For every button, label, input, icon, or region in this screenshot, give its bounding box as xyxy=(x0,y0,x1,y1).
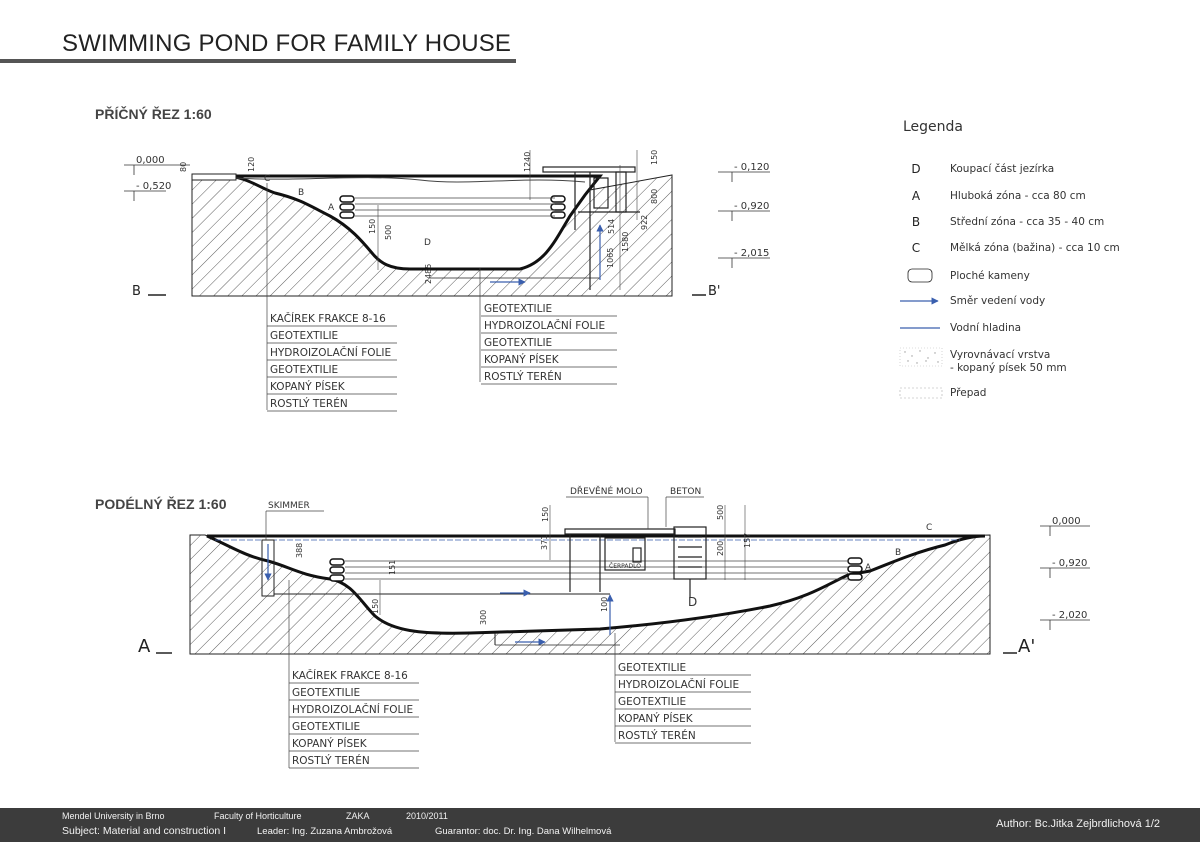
legend-item-water xyxy=(896,321,1186,341)
cross-section-title: PŘÍČNÝ ŘEZ 1:60 xyxy=(95,106,212,122)
svg-text:C: C xyxy=(264,174,271,184)
legend-text-overflow: Přepad xyxy=(950,387,987,399)
long-layers-left-item: KAČÍREK FRAKCE 8-16 xyxy=(292,670,408,682)
legend-text-b: Střední zóna - cca 35 - 40 cm xyxy=(950,216,1105,228)
legend-item-a xyxy=(896,189,1186,209)
long-level-1: - 0,920 xyxy=(1052,558,1088,569)
svg-text:1240: 1240 xyxy=(523,151,532,172)
cross-layers-left-item: KOPANÝ PÍSEK xyxy=(270,381,345,393)
long-layers-right-item: HYDROIZOLAČNÍ FOLIE xyxy=(618,679,740,691)
long-layers-left-item: GEOTEXTILIE xyxy=(292,721,361,733)
long-label-pump: ČERPADLO xyxy=(609,563,641,570)
cross-layers-left-item: KAČÍREK FRAKCE 8-16 xyxy=(270,313,386,325)
legend-symbol-c: C xyxy=(911,241,921,255)
cross-layers-right-item: HYDROIZOLAČNÍ FOLIE xyxy=(484,320,606,332)
cross-layers-left-item: GEOTEXTILIE xyxy=(270,364,339,376)
svg-text:1065: 1065 xyxy=(606,247,615,268)
long-level-0: 0,000 xyxy=(1052,516,1081,527)
long-section-title: PODÉLNÝ ŘEZ 1:60 xyxy=(95,496,227,512)
svg-text:C: C xyxy=(926,523,933,533)
long-layers-left-item: GEOTEXTILIE xyxy=(292,687,361,699)
svg-text:150: 150 xyxy=(371,598,380,614)
svg-text:371: 371 xyxy=(540,534,549,550)
legend-item-c xyxy=(896,241,1186,261)
legend-item-overflow xyxy=(896,386,1186,406)
footer-leader: Leader: Ing. Zuzana Ambrožová xyxy=(257,826,393,837)
cross-level-1: - 0,520 xyxy=(136,181,172,192)
long-layers-right-item: GEOTEXTILIE xyxy=(618,662,687,674)
cross-gravel-strip xyxy=(192,174,236,180)
svg-text:B: B xyxy=(298,188,305,198)
footer-author: Author: Bc.Jitka Zejbrdlichová 1/2 xyxy=(996,818,1160,830)
long-section xyxy=(138,485,1090,768)
footer-university: Mendel University in Brno xyxy=(62,811,165,821)
svg-text:500: 500 xyxy=(716,504,725,520)
cross-level-2: - 0,120 xyxy=(734,162,770,173)
svg-text:514: 514 xyxy=(607,218,616,234)
legend-item-flow xyxy=(896,294,1186,314)
svg-text:D: D xyxy=(688,595,698,609)
svg-text:1580: 1580 xyxy=(621,231,630,252)
cross-layers-right-item: GEOTEXTILIE xyxy=(484,303,553,315)
long-layers-left-item: HYDROIZOLAČNÍ FOLIE xyxy=(292,704,414,716)
long-label-beton: BETON xyxy=(670,487,702,497)
svg-text:922: 922 xyxy=(640,214,649,230)
cross-level-4: - 2,015 xyxy=(734,248,770,259)
legend-text-sand-2: - kopaný písek 50 mm xyxy=(950,362,1067,374)
footer-guarantor: Guarantor: doc. Dr. Ing. Dana Wilhelmová xyxy=(435,826,612,837)
legend-title: Legenda xyxy=(903,119,964,135)
long-layers-left-item: KOPANÝ PÍSEK xyxy=(292,738,367,750)
drawing-title: SWIMMING POND FOR FAMILY HOUSE xyxy=(62,30,512,57)
cross-level-0: 0,000 xyxy=(136,155,165,166)
long-level-2: - 2,020 xyxy=(1052,610,1088,621)
legend-text-sand-1: Vyrovnávací vrstva xyxy=(950,349,1051,361)
svg-text:B: B xyxy=(895,548,902,558)
legend-text-d: Koupací část jezírka xyxy=(950,163,1055,175)
svg-text:157: 157 xyxy=(743,532,752,548)
cross-layers-right-item: ROSTLÝ TERÉN xyxy=(484,371,562,383)
legend-item-sand xyxy=(896,348,1186,378)
title-block-footer xyxy=(0,808,1200,842)
legend-text-stones: Ploché kameny xyxy=(950,270,1030,282)
legend-symbol-d: D xyxy=(911,162,921,176)
legend-text-a: Hluboká zóna - cca 80 cm xyxy=(950,190,1086,202)
legend-text-flow: Směr vedení vody xyxy=(950,295,1046,307)
svg-text:800: 800 xyxy=(650,188,659,204)
long-label-skimmer: SKIMMER xyxy=(268,501,310,511)
svg-text:300: 300 xyxy=(479,609,488,625)
long-layers-left-item: ROSTLÝ TERÉN xyxy=(292,755,370,767)
legend-item-b xyxy=(896,215,1186,235)
legend-text-c: Mělká zóna (bažina) - cca 10 cm xyxy=(950,242,1120,254)
cross-section xyxy=(124,150,770,410)
footer-year: 2010/2011 xyxy=(406,811,448,821)
long-label-molo: DŘEVĚNÉ MOLO xyxy=(570,487,643,497)
cross-layers-right-item: KOPANÝ PÍSEK xyxy=(484,354,559,366)
long-mark-left: A xyxy=(138,636,151,657)
cross-level-3: - 0,920 xyxy=(734,201,770,212)
long-mark-right: A' xyxy=(1018,636,1036,657)
cross-layers-left-item: ROSTLÝ TERÉN xyxy=(270,398,348,410)
svg-text:80: 80 xyxy=(179,161,188,172)
footer-faculty: Faculty of Horticulture xyxy=(214,811,302,821)
svg-text:120: 120 xyxy=(247,156,256,172)
svg-text:A: A xyxy=(328,203,335,213)
svg-text:200: 200 xyxy=(716,540,725,556)
legend-item-stones xyxy=(896,269,1186,289)
cross-mark-left: B xyxy=(132,284,141,299)
svg-text:150: 150 xyxy=(541,506,550,522)
cross-layers-left-item: GEOTEXTILIE xyxy=(270,330,339,342)
footer-subject: Subject: Material and construction I xyxy=(62,825,227,837)
cross-layers-left-item: HYDROIZOLAČNÍ FOLIE xyxy=(270,347,392,359)
svg-text:500: 500 xyxy=(384,224,393,240)
svg-text:2485: 2485 xyxy=(424,263,433,284)
long-layers-right-item: KOPANÝ PÍSEK xyxy=(618,713,693,725)
cross-mark-right: B' xyxy=(708,284,721,299)
legend-text-water: Vodní hladina xyxy=(950,322,1022,334)
svg-text:A: A xyxy=(865,563,872,573)
long-layers-right-item: ROSTLÝ TERÉN xyxy=(618,730,696,742)
legend-symbol-b: B xyxy=(911,215,921,229)
svg-text:150: 150 xyxy=(650,149,659,165)
legend-item-d xyxy=(896,162,1186,182)
legend-symbol-a: A xyxy=(911,189,921,203)
svg-text:100: 100 xyxy=(600,596,609,612)
cross-layers-right-item: GEOTEXTILIE xyxy=(484,337,553,349)
svg-text:388: 388 xyxy=(295,542,304,558)
long-layers-right-item: GEOTEXTILIE xyxy=(618,696,687,708)
svg-text:151: 151 xyxy=(388,559,397,575)
svg-text:150: 150 xyxy=(368,218,377,234)
footer-dept: ZAKA xyxy=(346,811,370,821)
svg-text:D: D xyxy=(424,238,431,248)
